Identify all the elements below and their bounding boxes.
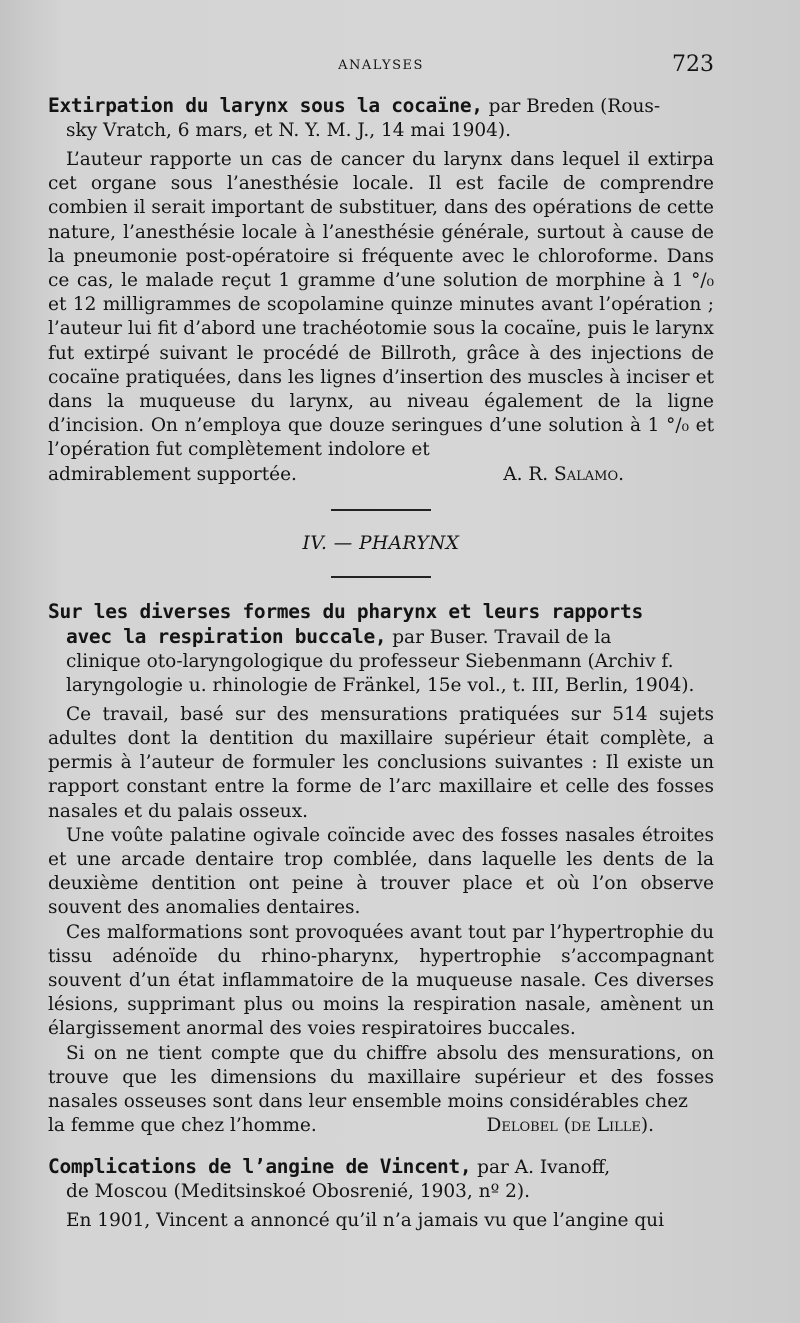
article-body	[48, 703, 714, 1139]
signature: Delobel (de Lille).	[486, 1115, 654, 1137]
article-title-bold-2: avec la respiration buccale,	[66, 624, 387, 648]
article-pharynx	[48, 600, 714, 1139]
closing-line	[48, 463, 714, 487]
paragraph: Une voûte palatine ogivale coïncide avec des fosses nasales étroites et une arcade dentaire trop comblée, dans laquelle les dents de la deuxième dentition ont peine à trouver place et où l’on observe souvent des anomalies dentaires.	[48, 824, 714, 919]
article-body	[48, 1209, 714, 1233]
page-header	[48, 50, 714, 84]
paragraph: En 1901, Vincent a annoncé qu’il n’a jamais vu que l’angine qui	[66, 1209, 664, 1231]
paragraph: Ce travail, basé sur des mensurations pratiquées sur 514 sujets adultes dont la dentition du maxillaire supérieur était complète, a permis à l’auteur de formuler les conclusions suivantes : Il existe un rapport constant entre la forme de l’arc maxillaire et celle des fosses nasales et du palais osseux.	[48, 703, 714, 822]
article-title	[48, 600, 714, 625]
article-citation-2: laryngologie u. rhinologie de Fränkel, 15e vol., t. III, Berlin, 1904).	[66, 674, 695, 696]
article-citation: sky Vratch, 6 mars, et N. Y. M. J., 14 mai 1904).	[66, 120, 511, 141]
paragraph: Si on ne tient compte que du chiffre absolu des mensurations, on trouve que les dimensions du maxillaire supérieur et des fosses nasales osseuses sont dans leur ensemble moins considérables chez	[48, 1042, 714, 1113]
last-line-text: la femme que chez l’homme.	[48, 1115, 317, 1137]
article-larynx	[48, 94, 714, 487]
signature: A. R. Salamo.	[503, 463, 624, 485]
paragraph: Ces malformations sont provoquées avant tout par l’hypertrophie du tissu adénoïde du rhino-pharynx, hypertrophie s’accompagnant souvent d’un état inflammatoire de la muqueuse nasale. Ces diverses lésions, supprimant plus ou moins la respiration nasale, amènent un élargissement anormal des voies respiratoires buccales.	[48, 921, 714, 1040]
article-title-bold: Complications de l’angine de Vincent,	[48, 1154, 472, 1178]
article-title	[48, 1155, 714, 1180]
article-vincent	[48, 1155, 714, 1233]
page-number: 723	[672, 52, 714, 77]
article-body	[48, 148, 714, 487]
article-citation: de Moscou (Meditsinskoé Obosrenié, 1903, nº 2).	[66, 1180, 531, 1202]
article-title-bold: Extirpation du larynx sous la cocaïne,	[48, 94, 483, 117]
article-citation: clinique oto-laryngologique du professeur Siebenmann (Archiv f.	[66, 650, 674, 672]
paragraph: L’auteur rapporte un cas de cancer du larynx dans lequel il extirpa cet organe sous l’anesthésie locale. Il est facile de comprendre combien il serait important de substituer, dans des opérations de cette nature, l’anesthésie locale à l’anesthésie générale, surtout à cause de la pneumonie post-opératoire si fréquente avec le chloroforme. Dans ce cas, le malade reçut 1 gramme d’une solution de morphine à 1 °/₀ et 12 milligrammes de scopolamine quinze minutes avant l’opération ; l’auteur lui fit d’abord une trachéotomie sous la cocaïne, puis le larynx fut extirpé suivant le procédé de Billroth, grâce à des injections de cocaïne pratiquées, dans les lignes d’insertion des muscles à inciser et dans la muqueuse du larynx, au niveau également de la ligne d’incision. On n’employa que douze seringues d’une solution à 1 °/₀ et l’opération fut complètement indolore et	[48, 149, 714, 461]
article-title-cont	[48, 625, 714, 650]
last-line-text: admirablement supportée.	[48, 463, 297, 485]
divider	[331, 576, 431, 578]
closing-line	[48, 1114, 714, 1138]
article-title-rest: par A. Ivanoff,	[471, 1156, 611, 1178]
running-head: ANALYSES	[338, 58, 424, 73]
article-title-rest: par Buser. Travail de la	[386, 626, 612, 648]
divider	[331, 509, 431, 511]
article-title	[48, 94, 714, 119]
section-title: IV. — PHARYNX	[302, 532, 460, 554]
article-title-rest: par Breden (Rous-	[482, 96, 661, 117]
article-title-bold: Sur les diverses formes du pharynx et leurs rapports	[48, 599, 643, 623]
